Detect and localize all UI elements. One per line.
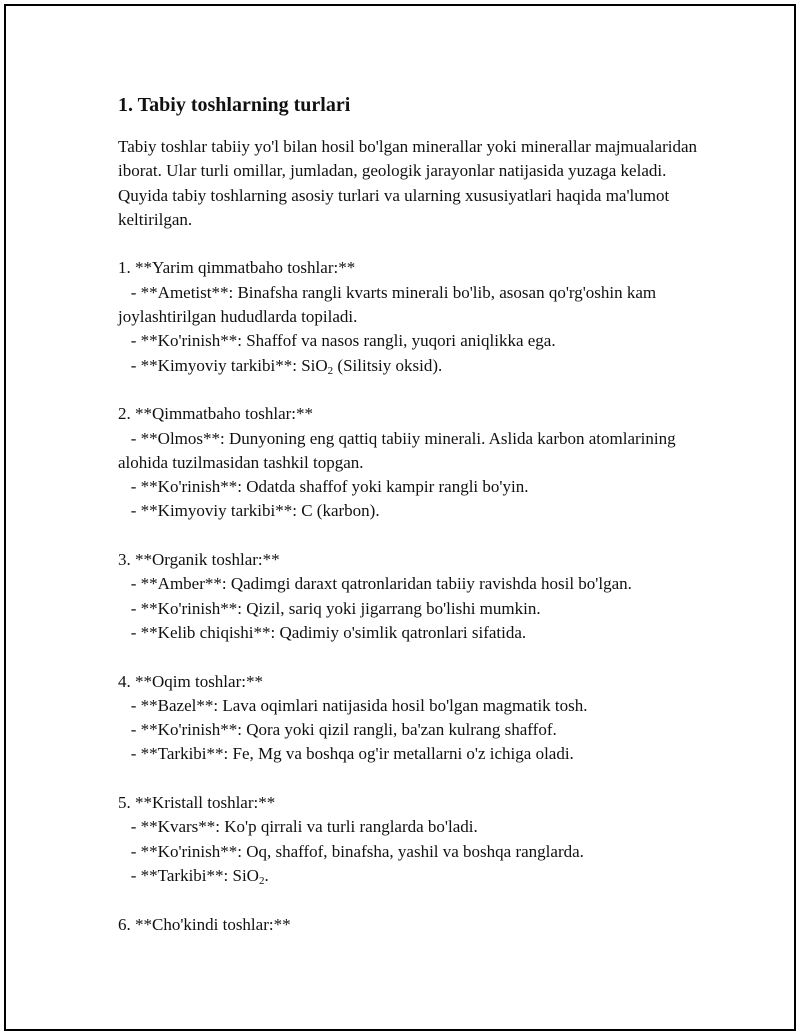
list-item: - **Kvars**: Ko'p qirrali va turli ranglarda bo'ladi.	[118, 817, 478, 837]
section-heading: 4. **Oqim toshlar:**	[118, 671, 263, 691]
section-flow	[118, 670, 698, 767]
section-semi-precious	[118, 256, 698, 377]
list-item	[118, 354, 698, 378]
subscript: 2	[258, 874, 265, 887]
intro-paragraph: Tabiy toshlar tabiiy yo'l bilan hosil bo'lgan minerallar yoki minerallar majmualaridan iborat. Ular turli omillar, jumladan, geologik jarayonlar natijasida yuzaga keladi. Quyida tabiy toshlarning asosiy turlari va ularning xususiyatlari haqida ma'lumot keltirilgan.	[118, 137, 698, 229]
item-text: .	[264, 865, 269, 885]
list-item: - **Ametist**: Binafsha rangli kvarts minerali bo'lib, asosan qo'rg'oshin kam joylashtirilgan hududlarda topiladi.	[118, 282, 661, 327]
document-page	[118, 92, 698, 961]
section-heading: 6. **Cho'kindi toshlar:**	[118, 914, 291, 934]
item-text: - **Tarkibi**: SiO	[118, 865, 259, 885]
section-precious	[118, 402, 698, 523]
list-item: - **Ko'rinish**: Odatda shaffof yoki kampir rangli bo'yin.	[118, 477, 529, 497]
item-text: - **Kimyoviy tarkibi**: SiO	[118, 355, 328, 375]
list-item: - **Ko'rinish**: Qizil, sariq yoki jigarrang bo'lishi mumkin.	[118, 598, 541, 618]
list-item: - **Amber**: Qadimgi daraxt qatronlaridan tabiiy ravishda hosil bo'lgan.	[118, 574, 632, 594]
list-item: - **Ko'rinish**: Qora yoki qizil rangli, ba'zan kulrang shaffof.	[118, 720, 557, 740]
section-heading: 2. **Qimmatbaho toshlar:**	[118, 404, 314, 424]
section-heading: 3. **Organik toshlar:**	[118, 550, 280, 570]
list-item: - **Ko'rinish**: Shaffof va nasos rangli, yuqori aniqlikka ega.	[118, 331, 556, 351]
section-sedimentary	[118, 913, 698, 937]
list-item: - **Tarkibi**: Fe, Mg va boshqa og'ir metallarni o'z ichiga oladi.	[118, 744, 574, 764]
list-item: - **Bazel**: Lava oqimlari natijasida hosil bo'lgan magmatik tosh.	[118, 695, 588, 715]
page-title: 1. Tabiy toshlarning turlari	[118, 94, 351, 116]
list-item: - **Kelib chiqishi**: Qadimiy o'simlik qatronlari sifatida.	[118, 622, 527, 642]
list-item: - **Olmos**: Dunyoning eng qattiq tabiiy minerali. Aslida karbon atomlarining alohida tuzilmasidan tashkil topgan.	[118, 428, 680, 472]
section-crystal	[118, 791, 698, 888]
section-organic	[118, 548, 698, 645]
item-text: (Silitsiy oksid).	[333, 355, 443, 375]
list-item	[118, 864, 698, 888]
list-item: - **Ko'rinish**: Oq, shaffof, binafsha, yashil va boshqa ranglarda.	[118, 841, 584, 861]
section-heading: 1. **Yarim qimmatbaho toshlar:**	[118, 258, 356, 278]
list-item: - **Kimyoviy tarkibi**: C (karbon).	[118, 501, 380, 521]
subscript: 2	[327, 364, 334, 377]
section-heading: 5. **Kristall toshlar:**	[118, 793, 276, 813]
